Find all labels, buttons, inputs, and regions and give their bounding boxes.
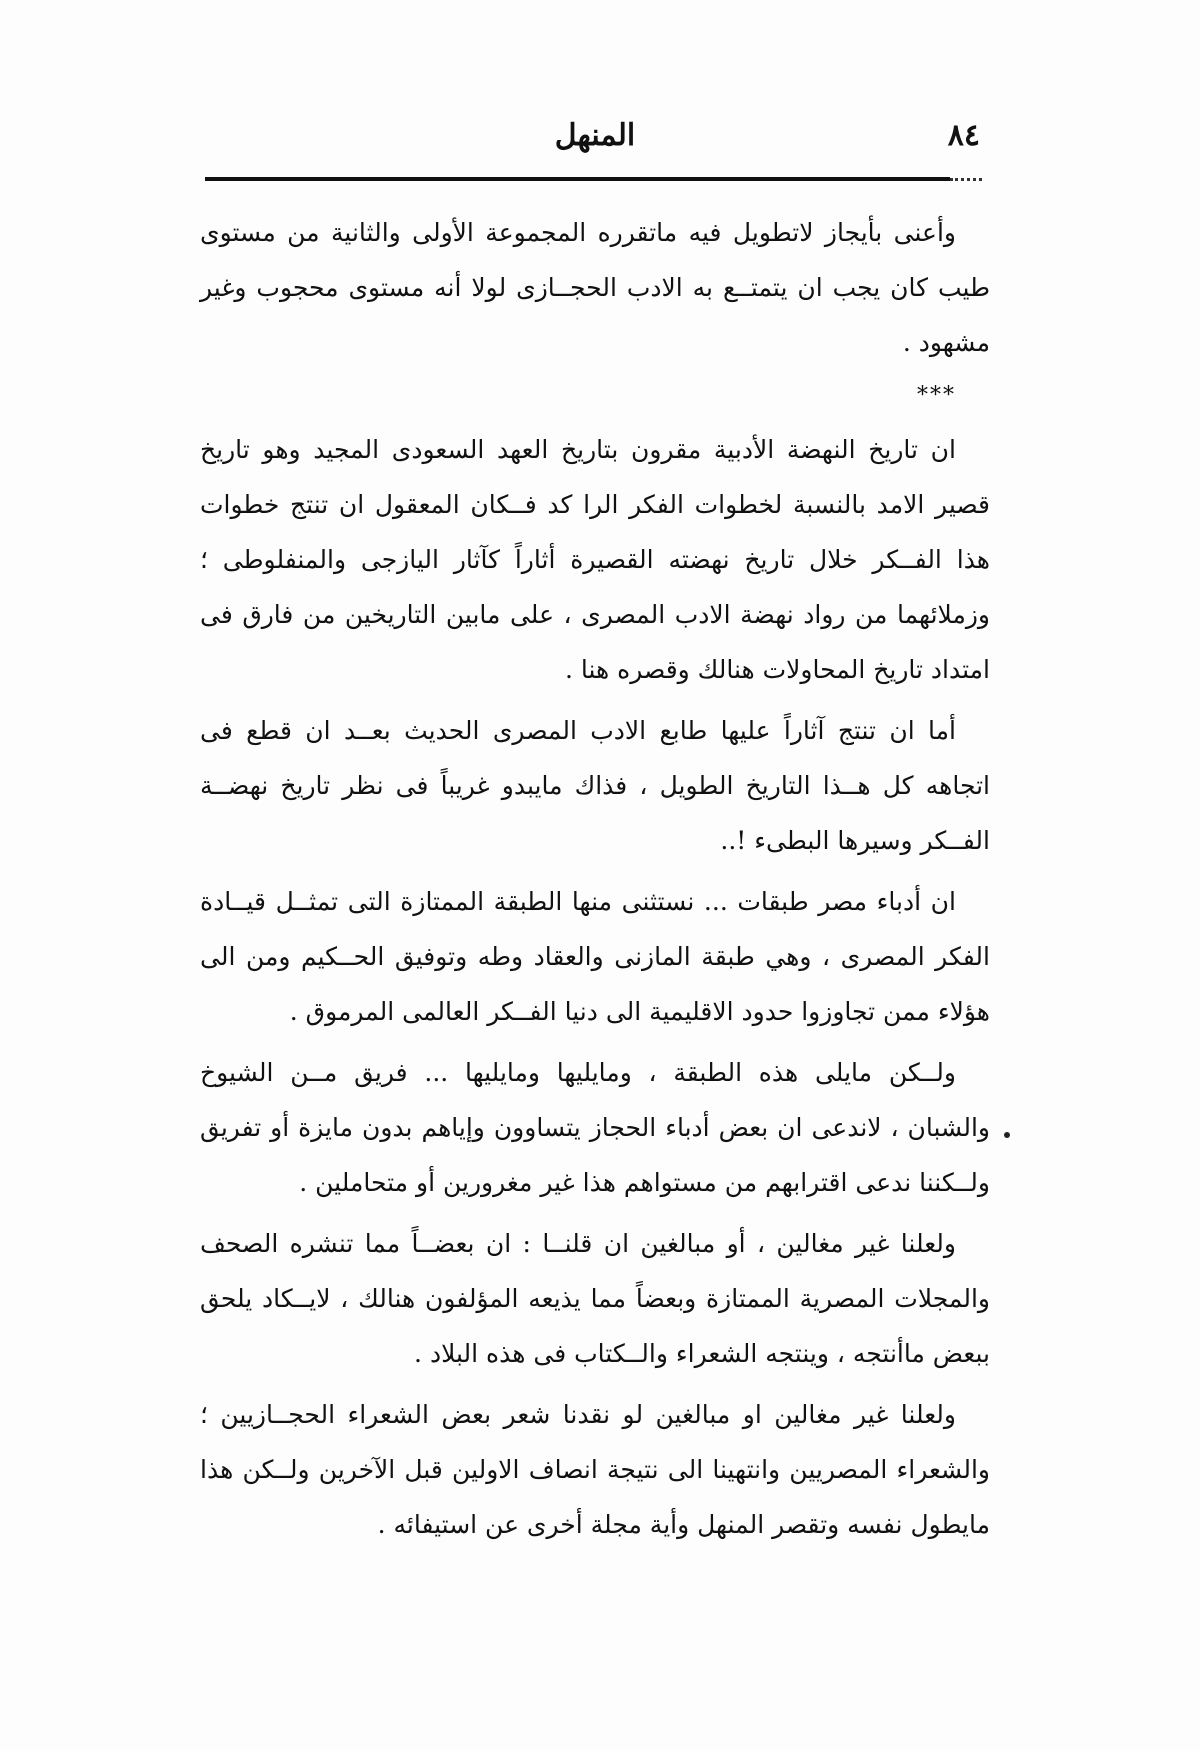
page-header [210, 118, 980, 170]
body-text [200, 205, 990, 1558]
paragraph-5: ولــكن مايلى هذه الطبقة ، ومايليها ومايليها ... فريق مــن الشيوخ والشبان ، لاندعى ان بعض أدباء الحجاز يتساوون وإياهم بدون مايزة أو تفريق ولــكننا ندعى اقترابهم من مستواهم هذا غير مغرورين أو متحاملين . [200, 1058, 990, 1197]
header-rule [205, 177, 950, 181]
running-title: المنهل [554, 118, 636, 153]
paragraph-1: وأعنى بأيجاز لاتطويل فيه ماتقرره المجموعة الأولى والثانية من مستوى طيب كان يجب ان يتمتــع به الادب الحجــازى لولا أنه مستوى محجوب وغير مشهود . [200, 218, 990, 357]
paragraph-7: ولعلنا غير مغالين او مبالغين لو نقدنا شعر بعض الشعراء الحجــازيين ؛ والشعراء المصريين وانتهينا الى نتيجة انصاف الاولين قبل الآخرين ولــكن هذا مايطول نفسه وتقصر المنهل وأية مجلة أخرى عن استيفائه . [200, 1400, 990, 1539]
paragraph-6: ولعلنا غير مغالين ، أو مبالغين ان قلنــا : ان بعضــاً مما تنشره الصحف والمجلات المصرية الممتازة وبعضاً مما يذيعه المؤلفون هنالك ، لايــكاد يلحق ببعض ماأنتجه ، وينتجه الشعراء والــكتاب فى هذه البلاد . [200, 1229, 990, 1368]
paragraph-3: أما ان تنتج آثاراً عليها طابع الادب المصرى الحديث بعــد ان قطع فى اتجاهه كل هــذا التاريخ الطويل ، فذاك مايبدو غريباً فى نظر تاريخ نهضــة الفــكر وسيرها البطىء !.. [200, 716, 990, 855]
header-rule-dotted-tail [950, 178, 982, 181]
section-separator: *** [917, 383, 956, 408]
margin-dot [1004, 1132, 1010, 1138]
paragraph-2: ان تاريخ النهضة الأدبية مقرون بتاريخ العهد السعودى المجيد وهو تاريخ قصير الامد بالنسبة لخطوات الفكر الرا كد فــكان المعقول ان تنتج خطوات هذا الفــكر خلال تاريخ نهضته القصيرة أثاراً كآثار اليازجى والمنفلوطى ؛ وزملائهما من رواد نهضة الادب المصرى ، على مابين التاريخين من فارق فى امتداد تاريخ المحاولات هنالك وقصره هنا . [200, 435, 990, 684]
paragraph-4: ان أدباء مصر طبقات ... نستثنى منها الطبقة الممتازة التى تمثــل قيــادة الفكر المصرى ، وهي طبقة المازنى والعقاد وطه وتوفيق الحــكيم ومن الى هؤلاء ممن تجاوزوا حدود الاقليمية الى دنيا الفــكر العالمى المرموق . [200, 887, 990, 1026]
page-number: ٨٤ [947, 118, 980, 153]
